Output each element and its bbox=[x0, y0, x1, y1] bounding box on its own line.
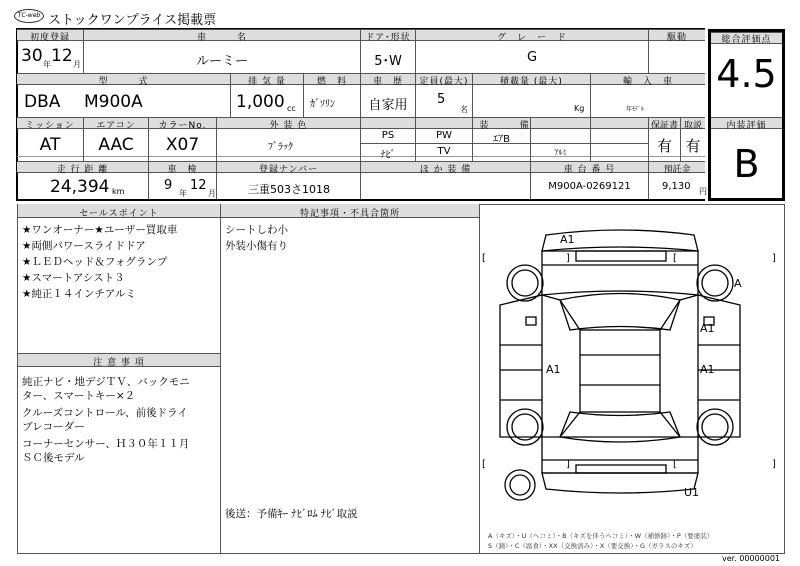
equip-pw: PW bbox=[436, 130, 452, 141]
name-label: 車 名 bbox=[196, 33, 247, 43]
recycle-label: 預託金 bbox=[663, 165, 691, 175]
equip-navi: ﾅﾋﾞ bbox=[380, 150, 396, 161]
special-note: シートしわ小 bbox=[225, 224, 288, 236]
displacement-value: 1,000 bbox=[236, 92, 285, 112]
caution-line: ブレコーダー bbox=[22, 421, 85, 433]
mileage-label: 走 行 距 離 bbox=[56, 165, 109, 175]
sales-point: ★両側パワースライドドア bbox=[22, 240, 146, 252]
capacity-unit: 名 bbox=[460, 105, 468, 114]
capacity-value: 5 bbox=[437, 92, 446, 107]
inspection-label: 車 検 bbox=[167, 165, 198, 175]
mileage-value: 24,394 bbox=[50, 177, 110, 197]
exterior-color-label: 外 装 色 bbox=[269, 121, 308, 131]
sales-point: ★純正１４インチアルミ bbox=[22, 288, 136, 300]
bracket-mark: [ bbox=[482, 459, 486, 470]
special-note: 外装小傷有り bbox=[225, 240, 288, 252]
reg-month: 12 bbox=[51, 46, 73, 66]
exterior-color-value: ﾌﾞﾗｯｸ bbox=[268, 142, 293, 153]
load-unit: Kg bbox=[574, 104, 585, 113]
aircon-label: エアコン bbox=[96, 121, 136, 131]
bracket-mark: ] bbox=[772, 459, 776, 470]
bracket-mark: ] bbox=[566, 253, 570, 264]
history-value: 自家用 bbox=[368, 98, 408, 113]
fuel-label: 燃 料 bbox=[316, 77, 347, 87]
brand-logo-icon: TC-web bbox=[14, 9, 44, 23]
mileage-unit: km bbox=[112, 187, 125, 196]
caution-line: コーナーセンサー、Ｈ３０年１１月 bbox=[22, 438, 190, 450]
mission-value: AT bbox=[39, 135, 61, 155]
damage-mark-right-front-door: A1 bbox=[700, 322, 715, 335]
version-label: ver. 00000001 bbox=[722, 554, 781, 563]
car-damage-diagram bbox=[480, 205, 785, 530]
caution-line: ター、スマートキー×２ bbox=[22, 390, 136, 402]
damage-mark-right-front: A bbox=[734, 277, 742, 290]
equip-alumi: ｱﾙﾐ bbox=[554, 148, 567, 157]
interior-score-value: B bbox=[733, 142, 760, 186]
displacement-unit: cc bbox=[287, 104, 296, 113]
model-prefix: DBA bbox=[24, 92, 61, 112]
drive-label: 駆動 bbox=[666, 33, 687, 43]
history-label: 車 歴 bbox=[372, 77, 403, 87]
warranty-value: 有 bbox=[656, 137, 672, 155]
damage-mark-front-bumper: A1 bbox=[560, 233, 575, 246]
form-title: ストックワンプライス掲載票 bbox=[48, 13, 217, 28]
color-no-value: X07 bbox=[165, 135, 200, 155]
doors-shape: 5･W bbox=[374, 54, 402, 69]
sales-point: ★スマートアシスト３ bbox=[22, 272, 125, 284]
color-no-label: カラーNo. bbox=[158, 121, 207, 131]
grade-label: グ レ ー ド bbox=[496, 33, 567, 43]
after-note: 後送：予備ｷｰ ﾅﾋﾞﾛﾑ ﾅﾋﾞ取説 bbox=[225, 508, 358, 520]
caution-line: クルーズコントロール、前後ドライ bbox=[22, 407, 188, 419]
first-registration-label: 初度登録 bbox=[29, 33, 70, 43]
car-name: ルーミー bbox=[195, 54, 248, 69]
reg-year-unit: 年 bbox=[43, 60, 51, 69]
grade: G bbox=[526, 50, 538, 65]
inspection-year-unit: 年 bbox=[179, 189, 187, 198]
other-equipment-label: ほ か 装 備 bbox=[419, 165, 472, 175]
damage-legend: S（錆）・C（腐食）・XX（交換済み）・X（要交換）・G（ガラスのキズ） bbox=[488, 542, 697, 550]
overall-score-label: 総合評価点 bbox=[721, 35, 772, 45]
caution-label: 注 意 事 項 bbox=[93, 358, 145, 368]
chassis-no-value: M900A-0269121 bbox=[548, 181, 631, 192]
equip-ps: PS bbox=[381, 130, 395, 141]
special-notes-label: 特記事項・不具合箇所 bbox=[299, 209, 400, 219]
equip-ab: ｴｱB bbox=[493, 134, 510, 145]
bracket-mark: ] bbox=[772, 253, 776, 264]
reg-year: 30 bbox=[21, 46, 43, 66]
recycle-unit: 円 bbox=[699, 187, 707, 196]
caution-line: ＳＣ後モデル bbox=[22, 452, 85, 464]
recycle-value: 9,130 bbox=[662, 181, 691, 192]
bracket-mark: [ bbox=[482, 253, 486, 264]
interior-score-label: 内装評価 bbox=[726, 121, 767, 131]
bracket-mark: [ bbox=[673, 459, 677, 470]
bracket-mark: [ bbox=[673, 253, 677, 264]
plate-label: 登録ナンバー bbox=[259, 165, 318, 175]
equipment-label: 装 備 bbox=[479, 121, 530, 131]
load-label: 積載量 (最大) bbox=[500, 77, 563, 87]
manual-label: 取説 bbox=[683, 121, 702, 131]
damage-mark-right-rear-door: A1 bbox=[700, 363, 715, 376]
aircon-value: AAC bbox=[98, 135, 134, 155]
frame-bottom bbox=[16, 199, 705, 201]
plate-value: 三重503さ1018 bbox=[248, 183, 330, 196]
inspection-month: 12 bbox=[190, 178, 207, 193]
reg-month-unit: 月 bbox=[73, 60, 81, 69]
inspection-year: 9 bbox=[164, 178, 173, 193]
capacity-label: 定員(最大) bbox=[419, 77, 469, 87]
sales-points-label: セールスポイント bbox=[79, 209, 159, 219]
caution-line: 純正ナビ・地デジＴＶ、バックモニ bbox=[22, 376, 190, 388]
equip-tv: TV bbox=[437, 146, 451, 157]
displacement-label: 排 気 量 bbox=[248, 77, 286, 87]
doors-shape-label: ドア･形状 bbox=[365, 33, 411, 43]
sales-point: ★ＬＥＤヘッド＆フォグランプ bbox=[22, 256, 168, 268]
fuel-value: ｶﾞｿﾘﾝ bbox=[310, 99, 335, 110]
warranty-label: 保証書 bbox=[650, 121, 678, 131]
sales-point: ★ワンオーナー★ユーザー買取車 bbox=[22, 224, 178, 236]
import-model-year: 年ﾓﾃﾞﾙ bbox=[626, 106, 645, 113]
model-code: M900A bbox=[84, 92, 143, 112]
model-label: 型 式 bbox=[98, 77, 149, 87]
damage-legend: A（キズ）・U（ヘコミ）・B（キズを伴うヘコミ）・W（補修跡）・P（要塗装） bbox=[488, 532, 714, 540]
import-label: 輸 入 車 bbox=[622, 77, 673, 87]
damage-mark-rear-bumper: U1 bbox=[684, 486, 700, 499]
mission-label: ミッション bbox=[25, 121, 75, 131]
manual-value: 有 bbox=[685, 137, 701, 155]
overall-score-value: 4.5 bbox=[716, 52, 777, 96]
bracket-mark: ] bbox=[566, 459, 570, 470]
damage-mark-left-rear-door: A1 bbox=[546, 363, 561, 376]
inspection-month-unit: 月 bbox=[208, 189, 216, 198]
chassis-no-label: 車 台 番 号 bbox=[563, 165, 616, 175]
